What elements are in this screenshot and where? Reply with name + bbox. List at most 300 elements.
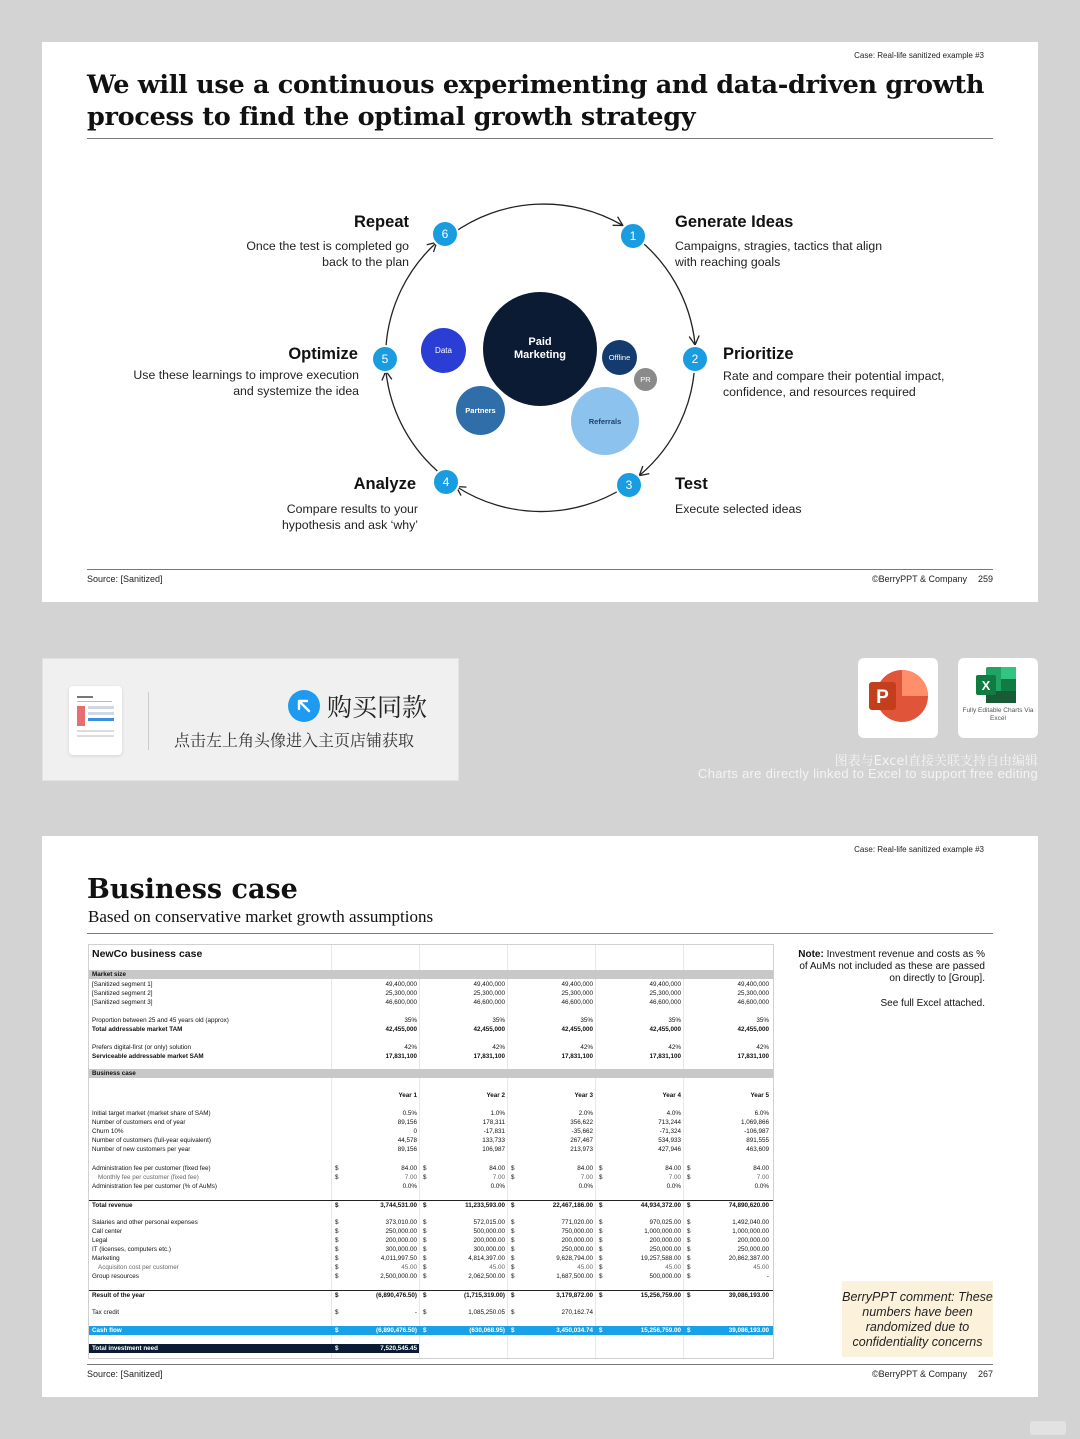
- cell-value: 373,010.00: [385, 1219, 417, 1226]
- footer-source: Source: [Sanitized]: [87, 1369, 163, 1379]
- row-label: Marketing: [92, 1255, 120, 1262]
- cell-value: 17,831,100: [649, 1053, 681, 1060]
- currency-symbol: $: [423, 1165, 427, 1172]
- currency-symbol: $: [335, 1255, 339, 1262]
- row-label: Cash flow: [92, 1327, 122, 1334]
- cell-value: 42%: [756, 1044, 769, 1051]
- cell-value: 500,000.00: [649, 1273, 681, 1280]
- footer-rule: [87, 569, 993, 570]
- bubble-paid-label: Paid Marketing: [514, 336, 566, 361]
- total-investment-row: [89, 1344, 419, 1353]
- title-rule: [87, 933, 993, 934]
- sheet-row: [89, 1118, 773, 1127]
- sheet-row: [89, 1263, 773, 1272]
- currency-symbol: $: [423, 1219, 427, 1226]
- cell-value: 427,946: [658, 1146, 681, 1153]
- currency-symbol: $: [423, 1246, 427, 1253]
- cell-value: 42%: [492, 1044, 505, 1051]
- currency-symbol: $: [423, 1202, 427, 1209]
- cell-value: 25,300,000: [649, 990, 681, 997]
- currency-symbol: $: [335, 1246, 339, 1253]
- currency-symbol: $: [599, 1228, 603, 1235]
- footer-page-number: 267: [977, 1369, 993, 1379]
- step-6-label: Repeat: [353, 213, 409, 231]
- footer-page-number: 259: [977, 574, 993, 584]
- cell-value: 42,455,000: [737, 1026, 769, 1033]
- sheet-row: [89, 1182, 773, 1191]
- cell-value: 35%: [580, 1017, 593, 1024]
- cell-value: 771,020.00: [561, 1219, 593, 1226]
- row-label: Legal: [92, 1237, 108, 1244]
- step-4-label: Analyze: [353, 475, 416, 493]
- row-label: Monthly fee per customer (fixed fee): [98, 1174, 199, 1181]
- cell-value: 20,862,387.00: [728, 1255, 769, 1262]
- cell-value: 35%: [492, 1017, 505, 1024]
- cell-value: 9,628,794.00: [556, 1255, 593, 1262]
- excel-caption: Fully Editable Charts Via Excel: [962, 707, 1034, 722]
- cell-value: (6,890,476.50): [376, 1327, 417, 1334]
- sheet-row: [89, 998, 773, 1007]
- cell-value: 500,000.00: [473, 1228, 505, 1235]
- cell-value: 463,609: [746, 1146, 769, 1153]
- sheet-row: [89, 1016, 773, 1025]
- cell-value: 970,025.00: [649, 1219, 681, 1226]
- row-label: [Sanitized segment 1]: [92, 981, 153, 988]
- cell-value: 17,831,100: [561, 1053, 593, 1060]
- currency-symbol: $: [511, 1264, 515, 1271]
- cell-value: 572,015.00: [473, 1219, 505, 1226]
- cell-value: 300,000.00: [473, 1246, 505, 1253]
- cell-value: -: [766, 1273, 769, 1280]
- cell-value: 25,300,000: [473, 990, 505, 997]
- step-2-badge: 2: [681, 345, 709, 373]
- cell-value: 7.00: [580, 1174, 593, 1181]
- currency-symbol: $: [599, 1264, 603, 1271]
- cell-value: 45.00: [489, 1264, 505, 1271]
- cell-value: 200,000.00: [385, 1237, 417, 1244]
- cell-value: 1,000,000.00: [732, 1228, 769, 1235]
- sheet-row: [89, 1136, 773, 1145]
- cell-value: 42%: [580, 1044, 593, 1051]
- currency-symbol: $: [599, 1327, 603, 1334]
- cell-value: 46,600,000: [385, 999, 417, 1006]
- cell-value: 200,000.00: [737, 1237, 769, 1244]
- note-text: Investment revenue and costs as % of AuMs not included as these are passed on directly to [Group].: [799, 949, 985, 984]
- cell-value: 35%: [756, 1017, 769, 1024]
- slide-title: We will use a continuous experimenting and data-driven growth process to find the optimal growth strategy: [87, 70, 985, 132]
- currency-symbol: $: [335, 1174, 339, 1181]
- cell-value: 1,000,000.00: [644, 1228, 681, 1235]
- cell-value: 7,520,545.45: [380, 1345, 417, 1352]
- year-header: Year 2: [486, 1092, 505, 1099]
- cell-value: 46,600,000: [561, 999, 593, 1006]
- currency-symbol: $: [423, 1174, 427, 1181]
- buy-banner[interactable]: [42, 658, 459, 781]
- step-1-badge: 1: [619, 222, 647, 250]
- currency-symbol: $: [511, 1237, 515, 1244]
- step-5-badge: 5: [371, 345, 399, 373]
- cell-value: -106,987: [744, 1128, 769, 1135]
- currency-symbol: $: [511, 1246, 515, 1253]
- currency-symbol: $: [335, 1237, 339, 1244]
- cell-value: 46,600,000: [649, 999, 681, 1006]
- cell-value: 42%: [668, 1044, 681, 1051]
- cell-value: 49,400,000: [737, 981, 769, 988]
- sheet-row: [89, 1245, 773, 1254]
- currency-symbol: $: [599, 1202, 603, 1209]
- currency-symbol: $: [511, 1292, 515, 1299]
- cell-value: 0.0%: [402, 1183, 417, 1190]
- bubble-offline: [602, 340, 637, 375]
- sheet-row: [89, 1145, 773, 1154]
- bubble-data-label: Data: [435, 346, 452, 355]
- cell-value: 2,062,500.00: [468, 1273, 505, 1280]
- currency-symbol: $: [335, 1292, 339, 1299]
- sheet-row: [89, 1254, 773, 1263]
- currency-symbol: $: [423, 1255, 427, 1262]
- cell-value: 270,162.74: [561, 1309, 593, 1316]
- currency-symbol: $: [687, 1228, 691, 1235]
- total-revenue-row: [89, 1200, 773, 1209]
- row-label: Call center: [92, 1228, 123, 1235]
- bubble-offline-label: Offline: [608, 353, 631, 362]
- cell-value: 84.00: [489, 1165, 505, 1172]
- cell-value: 84.00: [401, 1165, 417, 1172]
- cell-value: 49,400,000: [385, 981, 417, 988]
- cell-value: 42,455,000: [473, 1026, 505, 1033]
- step-5-desc: Use these learnings to improve execution and systemize the idea: [133, 368, 359, 398]
- bubble-pr: [633, 367, 658, 392]
- cell-value: 4,814,397.00: [468, 1255, 505, 1262]
- sheet-row: [89, 1025, 773, 1034]
- step-5-label: Optimize: [288, 345, 358, 363]
- currency-symbol: $: [511, 1255, 515, 1262]
- cell-value: 200,000.00: [473, 1237, 505, 1244]
- cell-value: 46,600,000: [473, 999, 505, 1006]
- year-header: Year 3: [574, 1092, 593, 1099]
- arc-4-5: [386, 372, 442, 475]
- row-label: Number of customers end of year: [92, 1119, 186, 1126]
- bubble-referrals: [571, 387, 639, 455]
- currency-symbol: $: [687, 1273, 691, 1280]
- sheet-row: [89, 1127, 773, 1136]
- arrow-up-left-icon[interactable]: [288, 690, 320, 722]
- cell-value: 49,400,000: [561, 981, 593, 988]
- cell-value: (6,890,476.50): [376, 1292, 417, 1299]
- sheet-row: [89, 980, 773, 989]
- currency-symbol: $: [335, 1228, 339, 1235]
- currency-symbol: $: [687, 1202, 691, 1209]
- cell-value: 200,000.00: [649, 1237, 681, 1244]
- currency-symbol: $: [687, 1264, 691, 1271]
- currency-symbol: $: [687, 1246, 691, 1253]
- row-label: Churn 10%: [92, 1128, 124, 1135]
- cash-flow-row: [89, 1326, 773, 1335]
- bubble-data: [421, 328, 466, 373]
- cell-value: -: [414, 1309, 417, 1316]
- currency-symbol: $: [423, 1237, 427, 1244]
- section-market-size: Market size: [89, 970, 773, 979]
- cell-value: 7.00: [404, 1174, 417, 1181]
- excel-card[interactable]: [958, 658, 1038, 738]
- row-label: Prefers digital-first (or only) solution: [92, 1044, 192, 1051]
- currency-symbol: $: [335, 1165, 339, 1172]
- cell-value: 3,744,531.00: [380, 1202, 417, 1209]
- row-label: Administration fee per customer (fixed fee): [92, 1165, 211, 1172]
- cell-value: 1,687,500.00: [556, 1273, 593, 1280]
- row-label: Total investment need: [92, 1345, 159, 1352]
- cell-value: 250,000.00: [649, 1246, 681, 1253]
- footer-copyright: ©BerryPPT & Company: [872, 574, 967, 584]
- year-header: Year 4: [662, 1092, 681, 1099]
- currency-symbol: $: [599, 1237, 603, 1244]
- year-header: Year 1: [398, 1092, 417, 1099]
- row-label: Salaries and other personal expenses: [92, 1219, 198, 1226]
- sheet-row: [89, 1272, 773, 1281]
- cell-value: 89,156: [397, 1119, 417, 1126]
- currency-symbol: $: [599, 1292, 603, 1299]
- sheet-row: [89, 1218, 773, 1227]
- row-label: Serviceable addressable market SAM: [92, 1053, 204, 1060]
- step-1-desc: Campaigns, stragies, tactics that align with reaching goals: [675, 239, 883, 269]
- cell-value: 1,085,250.05: [468, 1309, 505, 1316]
- sheet-title: NewCo business case: [92, 948, 203, 960]
- cell-value: 89,156: [397, 1146, 417, 1153]
- arc-3-4: [457, 487, 625, 512]
- slide-subtitle: Based on conservative market growth assumptions: [88, 907, 434, 926]
- row-label: Proportion between 25 and 45 years old (approx): [92, 1017, 229, 1024]
- currency-symbol: $: [599, 1246, 603, 1253]
- cell-value: 0.5%: [402, 1110, 417, 1117]
- cell-value: 250,000.00: [737, 1246, 769, 1253]
- cell-value: 46,600,000: [737, 999, 769, 1006]
- currency-symbol: $: [687, 1292, 691, 1299]
- cell-value: 45.00: [401, 1264, 417, 1271]
- currency-symbol: $: [687, 1165, 691, 1172]
- row-label: Total revenue: [92, 1202, 133, 1209]
- cell-value: 7.00: [756, 1174, 769, 1181]
- cell-value: 0.0%: [578, 1183, 593, 1190]
- cell-value: 74,890,620.00: [728, 1202, 769, 1209]
- row-label: [Sanitized segment 3]: [92, 999, 153, 1006]
- row-label: Tax credit: [92, 1309, 119, 1316]
- cell-value: 84.00: [577, 1165, 593, 1172]
- watermark: [1030, 1421, 1066, 1435]
- cell-value: 19,257,588.00: [640, 1255, 681, 1262]
- slide-growth-process: [42, 42, 1038, 602]
- business-case-sheet: [88, 944, 774, 1359]
- cell-value: 200,000.00: [561, 1237, 593, 1244]
- buy-title[interactable]: 购买同款: [327, 693, 428, 722]
- cell-value: 22,467,186.00: [552, 1202, 593, 1209]
- currency-symbol: $: [599, 1273, 603, 1280]
- cell-value: 1,492,040.00: [732, 1219, 769, 1226]
- cell-value: 25,300,000: [737, 990, 769, 997]
- cell-value: 45.00: [665, 1264, 681, 1271]
- powerpoint-icon: [858, 658, 938, 738]
- cell-value: 1.0%: [490, 1110, 505, 1117]
- cell-value: 534,933: [658, 1137, 681, 1144]
- bubble-pr-label: PR: [640, 375, 651, 384]
- currency-symbol: $: [687, 1255, 691, 1262]
- cell-value: 250,000.00: [561, 1246, 593, 1253]
- row-label: Acquisiton cost per customer: [98, 1264, 179, 1271]
- currency-symbol: $: [423, 1292, 427, 1299]
- cell-value: 0.0%: [754, 1183, 769, 1190]
- cell-value: 15,256,759.00: [640, 1292, 681, 1299]
- section-business-case: Business case: [89, 1069, 773, 1078]
- currency-symbol: $: [423, 1228, 427, 1235]
- cell-value: 17,831,100: [473, 1053, 505, 1060]
- row-label: [Sanitized segment 2]: [92, 990, 153, 997]
- row-label: Result of the year: [92, 1292, 145, 1299]
- step-1-label: Generate Ideas: [675, 213, 794, 231]
- currency-symbol: $: [423, 1309, 427, 1316]
- year-header-row: [89, 1091, 773, 1100]
- row-label: Number of customers (full-year equivalent): [92, 1137, 211, 1144]
- tax-credit-row: [89, 1308, 773, 1317]
- cell-value: 15,256,759.00: [640, 1327, 681, 1334]
- currency-symbol: $: [423, 1327, 427, 1334]
- currency-symbol: $: [423, 1273, 427, 1280]
- banner-divider: [148, 692, 149, 750]
- svg-text:X: X: [981, 678, 991, 693]
- cell-value: 0.0%: [490, 1183, 505, 1190]
- row-label: Initial target market (market share of SAM): [92, 1110, 211, 1117]
- currency-symbol: $: [511, 1174, 515, 1181]
- row-label: Total addressable market TAM: [92, 1026, 183, 1033]
- currency-symbol: $: [687, 1174, 691, 1181]
- sheet-row: [89, 1043, 773, 1052]
- cell-value: 42,455,000: [385, 1026, 417, 1033]
- result-row: [89, 1290, 773, 1299]
- sheet-row: [89, 1164, 773, 1173]
- cell-value: 17,831,100: [385, 1053, 417, 1060]
- currency-symbol: $: [335, 1264, 339, 1271]
- currency-symbol: $: [511, 1228, 515, 1235]
- row-label: Administration fee per customer (% of AuMs): [92, 1183, 217, 1190]
- cell-value: -17,831: [483, 1128, 505, 1135]
- excel-icon: [958, 658, 1038, 708]
- cell-value: 133,733: [482, 1137, 505, 1144]
- note-excel: See full Excel attached.: [880, 998, 985, 1009]
- cell-value: 3,179,872.00: [556, 1292, 593, 1299]
- currency-symbol: $: [511, 1273, 515, 1280]
- note-label: Note:: [798, 949, 824, 960]
- cell-value: 7.00: [668, 1174, 681, 1181]
- currency-symbol: $: [511, 1219, 515, 1226]
- cell-value: 106,987: [482, 1146, 505, 1153]
- case-tag: Case: Real-life sanitized example #3: [854, 51, 984, 60]
- cell-value: 4,011,997.50: [380, 1255, 417, 1262]
- currency-symbol: $: [599, 1165, 603, 1172]
- currency-symbol: $: [511, 1327, 515, 1334]
- cell-value: 0.0%: [666, 1183, 681, 1190]
- cell-value: 1,069,866: [740, 1119, 769, 1126]
- cell-value: 3,450,034.74: [556, 1327, 593, 1334]
- bubble-partners: [456, 386, 505, 435]
- step-4-desc: Compare results to your hypothesis and ask ‘why’: [281, 502, 418, 532]
- cell-value: 44,934,372.00: [640, 1202, 681, 1209]
- currency-symbol: $: [511, 1309, 515, 1316]
- cell-value: 213,973: [570, 1146, 593, 1153]
- comment-box: BerryPPT comment: These numbers have been randomized due to confidentiality concerns: [842, 1281, 993, 1357]
- cell-value: 35%: [404, 1017, 417, 1024]
- cell-value: 750,000.00: [561, 1228, 593, 1235]
- slide-business-case: [42, 836, 1038, 1397]
- footer-source: Source: [Sanitized]: [87, 574, 163, 584]
- step-2-desc: Rate and compare their potential impact, confidence, and resources required: [723, 369, 945, 399]
- row-label: Number of new customers per year: [92, 1146, 191, 1153]
- currency-symbol: $: [335, 1309, 339, 1316]
- cell-value: 49,400,000: [649, 981, 681, 988]
- sheet-row: [89, 1236, 773, 1245]
- cell-value: 25,300,000: [385, 990, 417, 997]
- buy-subtitle: 点击左上角头像进入主页店铺获取: [174, 731, 415, 750]
- cell-value: 35%: [668, 1017, 681, 1024]
- cell-value: 49,400,000: [473, 981, 505, 988]
- cell-value: -71,324: [659, 1128, 681, 1135]
- svg-text:P: P: [876, 687, 889, 708]
- note: [792, 949, 985, 985]
- cell-value: 42%: [404, 1044, 417, 1051]
- cell-value: 42,455,000: [649, 1026, 681, 1033]
- sheet-row: [89, 1109, 773, 1118]
- cell-value: (630,068.95): [469, 1327, 505, 1334]
- step-6-desc: Once the test is completed go back to the plan: [246, 239, 409, 269]
- slide-title: Business case: [87, 874, 298, 905]
- cell-value: 356,622: [570, 1119, 593, 1126]
- arrow-up-left-glyph: [288, 690, 320, 722]
- case-tag: Case: Real-life sanitized example #3: [854, 845, 984, 854]
- step-3-desc: Execute selected ideas: [675, 502, 802, 516]
- row-label: Group resources: [92, 1273, 139, 1280]
- cell-value: 25,300,000: [561, 990, 593, 997]
- cell-value: 84.00: [753, 1165, 769, 1172]
- cell-value: 45.00: [577, 1264, 593, 1271]
- currency-symbol: $: [687, 1237, 691, 1244]
- cell-value: 17,831,100: [737, 1053, 769, 1060]
- currency-symbol: $: [687, 1327, 691, 1334]
- caption-chinese: 图表与Excel直接关联支持自由编辑: [834, 754, 1038, 769]
- powerpoint-card[interactable]: [858, 658, 938, 738]
- cell-value: 2,500,000.00: [380, 1273, 417, 1280]
- currency-symbol: $: [599, 1255, 603, 1262]
- cell-value: (1,715,319.00): [464, 1292, 505, 1299]
- cell-value: 44,578: [397, 1137, 417, 1144]
- cell-value: 891,555: [746, 1137, 769, 1144]
- sheet-row: [89, 1173, 773, 1182]
- sheet-row: [89, 1227, 773, 1236]
- product-thumbnail[interactable]: [69, 686, 122, 755]
- sheet-row: [89, 989, 773, 998]
- currency-symbol: $: [511, 1165, 515, 1172]
- cell-value: 178,311: [482, 1119, 505, 1126]
- step-2-label: Prioritize: [723, 345, 794, 363]
- cell-value: 6.0%: [754, 1110, 769, 1117]
- cell-value: -35,662: [571, 1128, 593, 1135]
- cell-value: 4.0%: [666, 1110, 681, 1117]
- row-label: IT (licenses, computers etc.): [92, 1246, 171, 1253]
- currency-symbol: $: [687, 1219, 691, 1226]
- cell-value: 2.0%: [578, 1110, 593, 1117]
- currency-symbol: $: [335, 1327, 339, 1334]
- cell-value: 39,086,193.00: [728, 1292, 769, 1299]
- currency-symbol: $: [511, 1202, 515, 1209]
- currency-symbol: $: [599, 1219, 603, 1226]
- cell-value: 267,467: [570, 1137, 593, 1144]
- bubble-referrals-label: Referrals: [588, 416, 622, 426]
